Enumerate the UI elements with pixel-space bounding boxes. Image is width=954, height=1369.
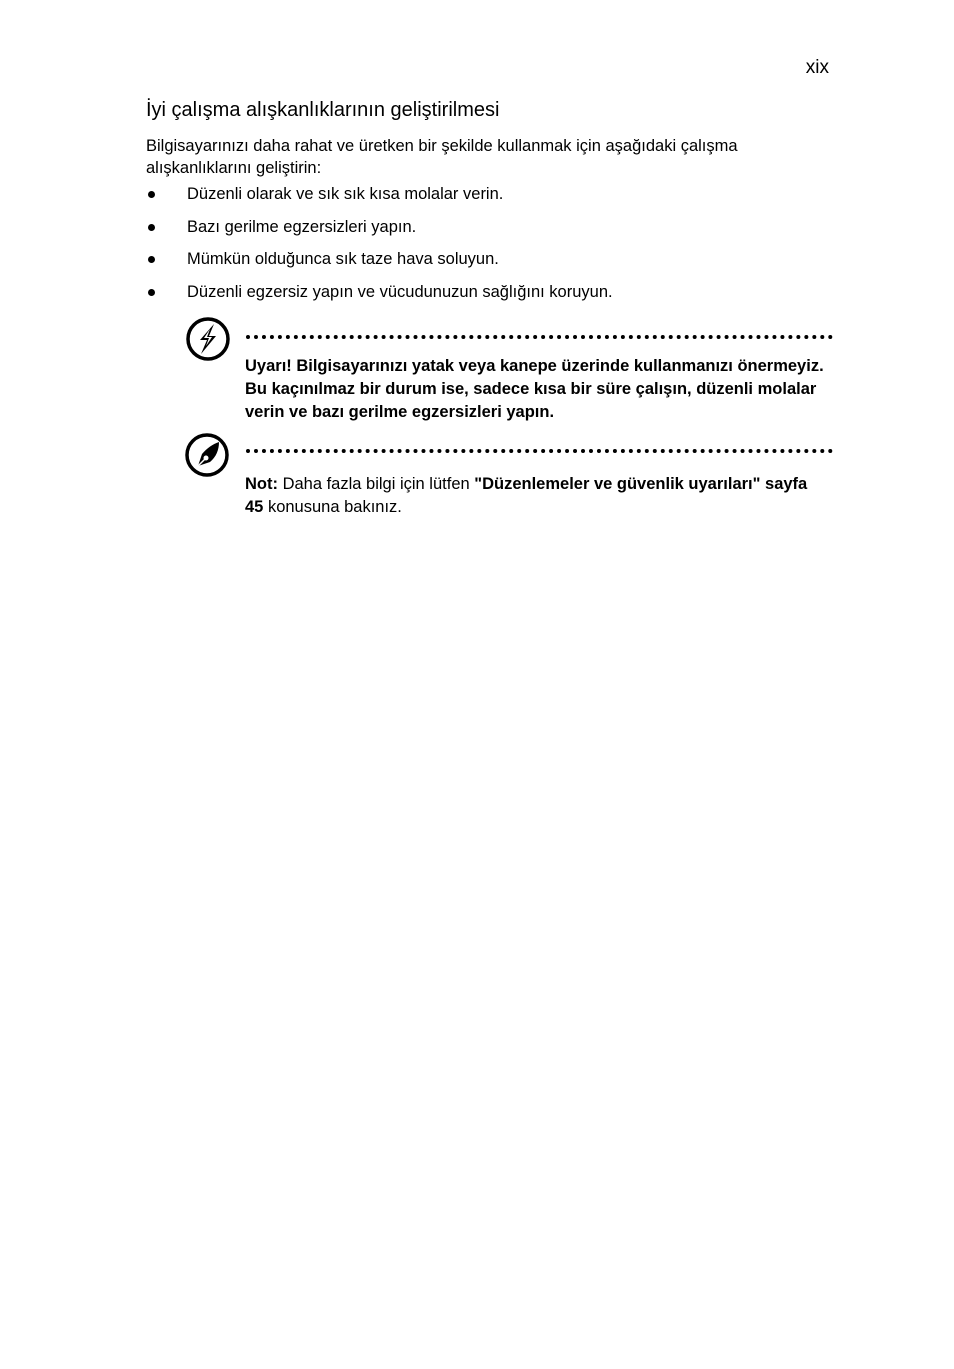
section-title: İyi çalışma alışkanlıklarının geliştirilmesi: [146, 99, 500, 121]
note-box: [185, 432, 833, 522]
warning-box: [185, 316, 833, 431]
lightning-warning-icon: [185, 316, 231, 362]
note-text-after: konusuna bakınız.: [263, 498, 402, 516]
note-text-before: Daha fazla bilgi için lütfen: [277, 475, 475, 493]
bullet-icon: [148, 256, 155, 263]
list-item: [146, 183, 826, 216]
warning-text: Uyarı! Bilgisayarınızı yatak veya kanepe üzerinde kullanmanızı önermeyiz. Bu kaçınılmaz bir durum ise, sadece kısa bir süre çalışın, düzenli molalar verin ve bazı gerilme egzersizleri yapın.: [245, 357, 824, 421]
bullet-icon: [148, 289, 155, 296]
intro-paragraph: Bilgisayarınızı daha rahat ve üretken bir şekilde kullanmak için aşağıdaki çalışma alışkanlıklarını geliştirin:: [146, 137, 738, 177]
bullet-icon: [148, 224, 155, 231]
list-item-text: Mümkün olduğunca sık taze hava soluyun.: [187, 250, 499, 268]
list-item: [146, 216, 826, 249]
pen-nib-note-icon: [185, 432, 231, 478]
list-item-text: Düzenli olarak ve sık sık kısa molalar verin.: [187, 185, 504, 203]
bullet-list: [146, 183, 826, 313]
note-label: Not:: [245, 475, 278, 493]
note-reference-link[interactable]: "Düzenlemeler ve güvenlik uyarıları" sayfa 45: [245, 475, 808, 516]
dashed-divider: [246, 335, 833, 339]
page-number: xix: [805, 57, 829, 78]
list-item-text: Bazı gerilme egzersizleri yapın.: [187, 217, 417, 236]
dashed-divider: [246, 449, 833, 453]
list-item: [146, 281, 826, 314]
note-text: [245, 473, 825, 519]
list-item-text: Düzenli egzersiz yapın ve vücudunuzun sağlığını koruyun.: [187, 282, 613, 301]
list-item: [146, 248, 826, 281]
bullet-icon: [148, 191, 155, 198]
